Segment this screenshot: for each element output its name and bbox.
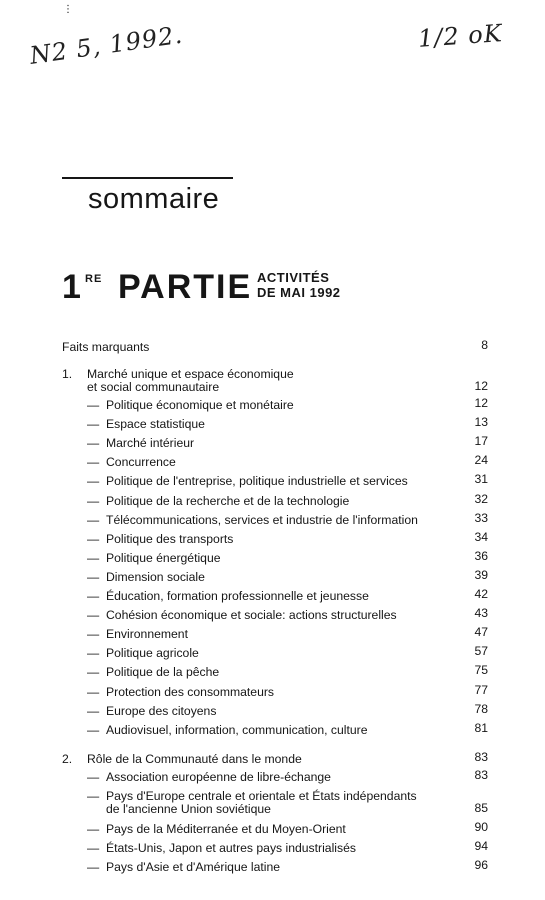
toc-page: 24 <box>474 453 488 467</box>
toc-page: 12 <box>474 396 488 410</box>
toc-label: Marché unique et espace économique <box>87 367 294 381</box>
toc-page: 12 <box>474 379 488 393</box>
toc-label: Télécommunications, services et industrie de l'information <box>106 513 418 527</box>
toc-page: 83 <box>474 768 488 782</box>
toc-page: 17 <box>474 434 488 448</box>
toc-label: Environnement <box>106 627 188 641</box>
toc-page: 90 <box>474 820 488 834</box>
toc-page: 81 <box>474 721 488 735</box>
toc-section-2 <box>0 752 545 771</box>
toc-label: Politique de la recherche et de la technologie <box>106 494 350 508</box>
toc-section-number: 2. <box>62 752 73 766</box>
toc-item <box>0 841 545 860</box>
toc-item <box>0 532 545 551</box>
toc-page: 47 <box>474 625 488 639</box>
toc-item <box>0 627 545 646</box>
em-dash: — <box>87 474 100 488</box>
em-dash: — <box>87 532 100 546</box>
em-dash: — <box>87 589 100 603</box>
em-dash: — <box>87 513 100 527</box>
em-dash: — <box>87 494 100 508</box>
toc-item <box>0 417 545 436</box>
toc-item <box>0 665 545 684</box>
toc-label: Dimension sociale <box>106 570 205 584</box>
toc-item <box>0 770 545 789</box>
toc-page: 75 <box>474 663 488 677</box>
em-dash: — <box>87 665 100 679</box>
em-dash: — <box>87 455 100 469</box>
em-dash: — <box>87 723 100 737</box>
toc-item <box>0 589 545 608</box>
toc-item <box>0 513 545 532</box>
em-dash: — <box>87 551 100 565</box>
em-dash: — <box>87 704 100 718</box>
toc-page: 31 <box>474 472 488 486</box>
em-dash: — <box>87 608 100 622</box>
toc-label: Audiovisuel, information, communication, culture <box>106 723 368 737</box>
toc-page: 83 <box>474 750 488 764</box>
toc-page: 77 <box>474 683 488 697</box>
em-dash: — <box>87 570 100 584</box>
part-word: PARTIE <box>118 268 253 306</box>
toc-page: 57 <box>474 644 488 658</box>
part-subtitle-line1: ACTIVITÉS <box>257 270 330 285</box>
toc-label: Association européenne de libre-échange <box>106 770 331 784</box>
part-number: 1 <box>62 268 81 306</box>
page-title: sommaire <box>88 183 220 215</box>
toc-page: 33 <box>474 511 488 525</box>
em-dash: — <box>87 627 100 641</box>
em-dash: — <box>87 646 100 660</box>
toc-label: Protection des consommateurs <box>106 685 274 699</box>
part-subtitle-line2: DE MAI 1992 <box>257 285 341 300</box>
toc-page: 94 <box>474 839 488 853</box>
toc-label: de l'ancienne Union soviétique <box>106 802 271 816</box>
toc-page: 13 <box>474 415 488 429</box>
toc-item <box>0 398 545 417</box>
toc-label: États-Unis, Japon et autres pays industrialisés <box>106 841 356 855</box>
toc-item <box>0 608 545 627</box>
toc-label: Politique des transports <box>106 532 234 546</box>
toc-section-1-line2 <box>0 380 545 399</box>
toc-page: 39 <box>474 568 488 582</box>
handwritten-check: 1/2 oK <box>417 19 504 53</box>
toc-item <box>0 822 545 841</box>
toc-label: Marché intérieur <box>106 436 195 450</box>
toc-item-line2 <box>0 802 545 821</box>
toc-item <box>0 860 545 879</box>
toc-label: Pays d'Asie et d'Amérique latine <box>106 860 281 874</box>
toc-label: Espace statistique <box>106 417 205 431</box>
toc-label: Pays de la Méditerranée et du Moyen-Orient <box>106 822 346 836</box>
toc-label: Politique agricole <box>106 646 199 660</box>
em-dash: — <box>87 685 100 699</box>
toc-page: 36 <box>474 549 488 563</box>
toc-item <box>0 723 545 742</box>
toc-page: 78 <box>474 702 488 716</box>
margin-mark: ⋮ <box>63 4 73 15</box>
toc-label: Éducation, formation professionnelle et jeunesse <box>106 589 369 603</box>
toc-section-number: 1. <box>62 367 73 381</box>
toc-label: et social communautaire <box>87 380 220 394</box>
em-dash: — <box>87 822 100 836</box>
toc-item <box>0 570 545 589</box>
toc-item <box>0 474 545 493</box>
toc-label: Politique économique et monétaire <box>106 398 294 412</box>
toc-label: Pays d'Europe centrale et orientale et États indépendants <box>106 789 417 803</box>
toc-label: Politique de l'entreprise, politique industrielle et services <box>106 474 408 488</box>
toc-page: 85 <box>474 801 488 815</box>
toc-page: 42 <box>474 587 488 601</box>
toc-page: 43 <box>474 606 488 620</box>
em-dash: — <box>87 789 100 803</box>
em-dash: — <box>87 841 100 855</box>
toc-item <box>0 494 545 513</box>
toc-label: Europe des citoyens <box>106 704 217 718</box>
toc-page: 34 <box>474 530 488 544</box>
handwritten-reference: N2 5, 1992. <box>28 20 185 70</box>
toc-label: Cohésion économique et sociale: actions structurelles <box>106 608 397 622</box>
toc-label: Politique de la pêche <box>106 665 220 679</box>
toc-label: Faits marquants <box>62 340 150 354</box>
toc-label: Rôle de la Communauté dans le monde <box>87 752 302 766</box>
toc-entry-faits <box>0 340 545 359</box>
toc-label: Politique énergétique <box>106 551 221 565</box>
toc-item <box>0 436 545 455</box>
em-dash: — <box>87 436 100 450</box>
toc-label: Concurrence <box>106 455 176 469</box>
toc-page: 96 <box>474 858 488 872</box>
toc-item <box>0 551 545 570</box>
toc-page: 8 <box>481 338 488 352</box>
toc-item <box>0 646 545 665</box>
em-dash: — <box>87 417 100 431</box>
toc-page: 32 <box>474 492 488 506</box>
toc-item <box>0 704 545 723</box>
toc-item <box>0 455 545 474</box>
em-dash: — <box>87 860 100 874</box>
em-dash: — <box>87 770 100 784</box>
title-rule <box>62 177 233 179</box>
part-ordinal: RE <box>85 273 103 285</box>
em-dash: — <box>87 398 100 412</box>
toc-item <box>0 685 545 704</box>
